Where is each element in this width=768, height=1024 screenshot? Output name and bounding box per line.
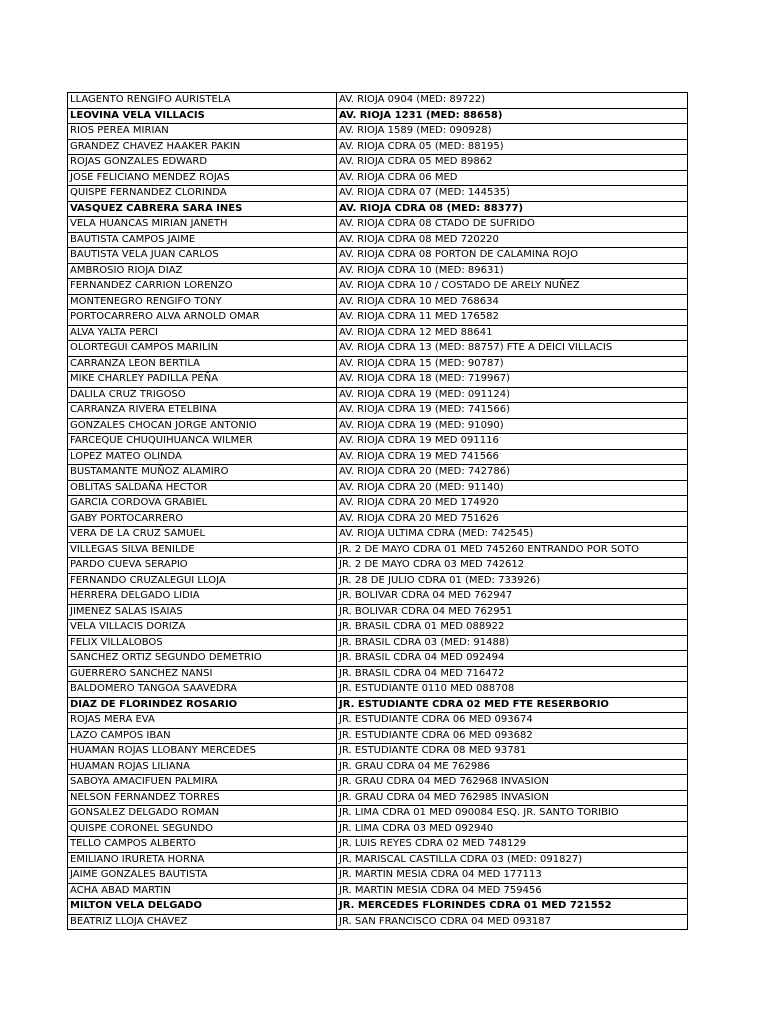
address-cell: JR. LIMA CDRA 01 MED 090084 ESQ. JR. SANTO TORIBIO [337, 806, 688, 822]
name-cell: AMBROSIO RIOJA DIAZ [68, 263, 337, 279]
address-cell: JR. LIMA CDRA 03 MED 092940 [337, 821, 688, 837]
table-row [68, 155, 688, 171]
table-row [68, 899, 688, 915]
name-cell: BAUTISTA CAMPOS JAIME [68, 232, 337, 248]
table-row [68, 542, 688, 558]
address-cell: JR. GRAU CDRA 04 ME 762986 [337, 759, 688, 775]
address-cell: AV. RIOJA CDRA 07 (MED: 144535) [337, 186, 688, 202]
address-cell: AV. RIOJA CDRA 15 (MED: 90787) [337, 356, 688, 372]
name-cell: BEATRIZ LLOJA CHAVEZ [68, 914, 337, 930]
name-cell: JOSE FELICIANO MENDEZ ROJAS [68, 170, 337, 186]
table-row [68, 759, 688, 775]
table-row [68, 310, 688, 326]
name-cell: ACHA ABAD MARTIN [68, 883, 337, 899]
address-cell: AV. RIOJA 0904 (MED: 89722) [337, 93, 688, 109]
table-row [68, 914, 688, 930]
address-cell: JR. ESTUDIANTE CDRA 02 MED FTE RESERBORIO [337, 697, 688, 713]
name-cell: NELSON FERNANDEZ TORRES [68, 790, 337, 806]
name-cell: VELA VILLACIS DORIZA [68, 620, 337, 636]
address-cell: AV. RIOJA CDRA 10 MED 768634 [337, 294, 688, 310]
table-row [68, 806, 688, 822]
name-cell: LEOVINA VELA VILLACIS [68, 108, 337, 124]
table-row [68, 527, 688, 543]
table-row [68, 744, 688, 760]
table-row [68, 511, 688, 527]
address-cell: JR. MERCEDES FLORINDES CDRA 01 MED 721552 [337, 899, 688, 915]
table-row [68, 573, 688, 589]
table-row [68, 775, 688, 791]
name-cell: LAZO CAMPOS IBAN [68, 728, 337, 744]
table-row [68, 263, 688, 279]
table-row [68, 496, 688, 512]
name-cell: QUISPE CORONEL SEGUNDO [68, 821, 337, 837]
address-cell: AV. RIOJA CDRA 08 PORTON DE CALAMINA ROJO [337, 248, 688, 264]
name-cell: TELLO CAMPOS ALBERTO [68, 837, 337, 853]
address-cell: AV. RIOJA CDRA 08 (MED: 88377) [337, 201, 688, 217]
table-row [68, 883, 688, 899]
table-row [68, 728, 688, 744]
name-cell: BAUTISTA VELA JUAN CARLOS [68, 248, 337, 264]
name-cell: FARCEQUE CHUQUIHUANCA WILMER [68, 434, 337, 450]
table-row [68, 93, 688, 109]
address-cell: AV. RIOJA CDRA 19 (MED: 741566) [337, 403, 688, 419]
table-row [68, 418, 688, 434]
address-cell: AV. RIOJA CDRA 19 MED 741566 [337, 449, 688, 465]
table-row [68, 697, 688, 713]
name-cell: SABOYA AMACIFUEN PALMIRA [68, 775, 337, 791]
table-row [68, 403, 688, 419]
name-cell: JAIME GONZALES BAUTISTA [68, 868, 337, 884]
table-row [68, 604, 688, 620]
table-row [68, 124, 688, 140]
address-cell: JR. GRAU CDRA 04 MED 762985 INVASION [337, 790, 688, 806]
name-cell: FERNANDEZ CARRION LORENZO [68, 279, 337, 295]
name-cell: HERRERA DELGADO LIDIA [68, 589, 337, 605]
name-cell: PARDO CUEVA SERAPIO [68, 558, 337, 574]
name-cell: BUSTAMANTE MUÑOZ ALAMIRO [68, 465, 337, 481]
table-row [68, 620, 688, 636]
name-cell: GABY PORTOCARRERO [68, 511, 337, 527]
address-cell: AV. RIOJA CDRA 10 (MED: 89631) [337, 263, 688, 279]
table-row [68, 139, 688, 155]
address-cell: JR. MARTIN MESIA CDRA 04 MED 759456 [337, 883, 688, 899]
name-cell: VELA HUANCAS MIRIAN JANETH [68, 217, 337, 233]
address-cell: JR. BOLIVAR CDRA 04 MED 762947 [337, 589, 688, 605]
table-row [68, 186, 688, 202]
address-cell: JR. 28 DE JULIO CDRA 01 (MED: 733926) [337, 573, 688, 589]
table-row [68, 589, 688, 605]
table-row [68, 294, 688, 310]
address-cell: AV. RIOJA CDRA 19 MED 091116 [337, 434, 688, 450]
address-cell: JR. MARISCAL CASTILLA CDRA 03 (MED: 091827) [337, 852, 688, 868]
name-cell: GUERRERO SANCHEZ NANSI [68, 666, 337, 682]
name-cell: MONTENEGRO RENGIFO TONY [68, 294, 337, 310]
name-cell: CARRANZA LEON BERTILA [68, 356, 337, 372]
address-cell: JR. GRAU CDRA 04 MED 762968 INVASION [337, 775, 688, 791]
records-table [67, 92, 688, 930]
address-cell: AV. RIOJA 1231 (MED: 88658) [337, 108, 688, 124]
address-cell: JR. 2 DE MAYO CDRA 01 MED 745260 ENTRANDO POR SOTO [337, 542, 688, 558]
name-cell: QUISPE FERNANDEZ CLORINDA [68, 186, 337, 202]
table-row [68, 434, 688, 450]
address-cell: AV. RIOJA CDRA 05 MED 89862 [337, 155, 688, 171]
name-cell: ROJAS MERA EVA [68, 713, 337, 729]
name-cell: VASQUEZ CABRERA SARA INES [68, 201, 337, 217]
address-cell: JR. MARTIN MESIA CDRA 04 MED 177113 [337, 868, 688, 884]
address-cell: JR. SAN FRANCISCO CDRA 04 MED 093187 [337, 914, 688, 930]
name-cell: BALDOMERO TANGOA SAAVEDRA [68, 682, 337, 698]
name-cell: VERA DE LA CRUZ SAMUEL [68, 527, 337, 543]
address-cell: JR. BRASIL CDRA 04 MED 092494 [337, 651, 688, 667]
name-cell: SANCHEZ ORTIZ SEGUNDO DEMETRIO [68, 651, 337, 667]
name-cell: CARRANZA RIVERA ETELBINA [68, 403, 337, 419]
table-row [68, 372, 688, 388]
table-row [68, 635, 688, 651]
name-cell: VILLEGAS SILVA BENILDE [68, 542, 337, 558]
address-cell: AV. RIOJA CDRA 20 MED 174920 [337, 496, 688, 512]
table-row [68, 201, 688, 217]
table-row [68, 217, 688, 233]
name-cell: ALVA YALTA PERCI [68, 325, 337, 341]
address-cell: JR. ESTUDIANTE CDRA 06 MED 093674 [337, 713, 688, 729]
address-cell: AV. RIOJA CDRA 05 (MED: 88195) [337, 139, 688, 155]
name-cell: EMILIANO IRURETA HORNA [68, 852, 337, 868]
table-row [68, 465, 688, 481]
table-row [68, 558, 688, 574]
records-body [68, 93, 688, 930]
name-cell: HUAMAN ROJAS LLOBANY MERCEDES [68, 744, 337, 760]
table-row [68, 666, 688, 682]
table-row [68, 480, 688, 496]
address-cell: JR. BRASIL CDRA 04 MED 716472 [337, 666, 688, 682]
address-cell: AV. RIOJA CDRA 10 / COSTADO DE ARELY NUÑEZ [337, 279, 688, 295]
address-cell: AV. RIOJA CDRA 08 CTADO DE SUFRIDO [337, 217, 688, 233]
address-cell: AV. RIOJA 1589 (MED: 090928) [337, 124, 688, 140]
address-cell: AV. RIOJA CDRA 19 (MED: 91090) [337, 418, 688, 434]
address-cell: JR. ESTUDIANTE CDRA 08 MED 93781 [337, 744, 688, 760]
name-cell: LLAGENTO RENGIFO AURISTELA [68, 93, 337, 109]
table-row [68, 682, 688, 698]
name-cell: GRANDEZ CHAVEZ HAAKER PAKIN [68, 139, 337, 155]
name-cell: MILTON VELA DELGADO [68, 899, 337, 915]
table-row [68, 325, 688, 341]
table-row [68, 341, 688, 357]
address-cell: AV. RIOJA CDRA 18 (MED: 719967) [337, 372, 688, 388]
table-row [68, 713, 688, 729]
address-cell: JR. LUIS REYES CDRA 02 MED 748129 [337, 837, 688, 853]
table-row [68, 248, 688, 264]
table-row [68, 837, 688, 853]
address-cell: JR. ESTUDIANTE 0110 MED 088708 [337, 682, 688, 698]
name-cell: LOPEZ MATEO OLINDA [68, 449, 337, 465]
address-cell: AV. RIOJA CDRA 13 (MED: 88757) FTE A DEICI VILLACIS [337, 341, 688, 357]
name-cell: ROJAS GONZALES EDWARD [68, 155, 337, 171]
table-row [68, 356, 688, 372]
address-cell: AV. RIOJA CDRA 20 (MED: 742786) [337, 465, 688, 481]
name-cell: FELIX VILLALOBOS [68, 635, 337, 651]
address-cell: AV. RIOJA ULTIMA CDRA (MED: 742545) [337, 527, 688, 543]
name-cell: MIKE CHARLEY PADILLA PEÑA [68, 372, 337, 388]
name-cell: JIMENEZ SALAS ISAIAS [68, 604, 337, 620]
table-row [68, 279, 688, 295]
address-cell: JR. ESTUDIANTE CDRA 06 MED 093682 [337, 728, 688, 744]
address-cell: JR. BRASIL CDRA 03 (MED: 91488) [337, 635, 688, 651]
table-row [68, 170, 688, 186]
name-cell: GARCIA CORDOVA GRABIEL [68, 496, 337, 512]
name-cell: DALILA CRUZ TRIGOSO [68, 387, 337, 403]
table-row [68, 651, 688, 667]
address-cell: AV. RIOJA CDRA 20 (MED: 91140) [337, 480, 688, 496]
name-cell: FERNANDO CRUZALEGUI LLOJA [68, 573, 337, 589]
address-cell: JR. 2 DE MAYO CDRA 03 MED 742612 [337, 558, 688, 574]
address-cell: AV. RIOJA CDRA 12 MED 88641 [337, 325, 688, 341]
address-cell: AV. RIOJA CDRA 06 MED [337, 170, 688, 186]
table-row [68, 108, 688, 124]
address-cell: JR. BRASIL CDRA 01 MED 088922 [337, 620, 688, 636]
table-row [68, 232, 688, 248]
address-cell: AV. RIOJA CDRA 20 MED 751626 [337, 511, 688, 527]
table-row [68, 852, 688, 868]
address-cell: AV. RIOJA CDRA 11 MED 176582 [337, 310, 688, 326]
name-cell: OBLITAS SALDAÑA HECTOR [68, 480, 337, 496]
table-row [68, 790, 688, 806]
name-cell: GONSALEZ DELGADO ROMAN [68, 806, 337, 822]
name-cell: PORTOCARRERO ALVA ARNOLD OMAR [68, 310, 337, 326]
table-row [68, 868, 688, 884]
name-cell: RIOS PEREA MIRIAN [68, 124, 337, 140]
name-cell: OLORTEGUI CAMPOS MARILIN [68, 341, 337, 357]
table-row [68, 387, 688, 403]
address-cell: JR. BOLIVAR CDRA 04 MED 762951 [337, 604, 688, 620]
address-cell: AV. RIOJA CDRA 19 (MED: 091124) [337, 387, 688, 403]
name-cell: HUAMAN ROJAS LILIANA [68, 759, 337, 775]
table-row [68, 449, 688, 465]
address-cell: AV. RIOJA CDRA 08 MED 720220 [337, 232, 688, 248]
table-row [68, 821, 688, 837]
name-cell: GONZALES CHOCAN JORGE ANTONIO [68, 418, 337, 434]
name-cell: DIAZ DE FLORINDEZ ROSARIO [68, 697, 337, 713]
